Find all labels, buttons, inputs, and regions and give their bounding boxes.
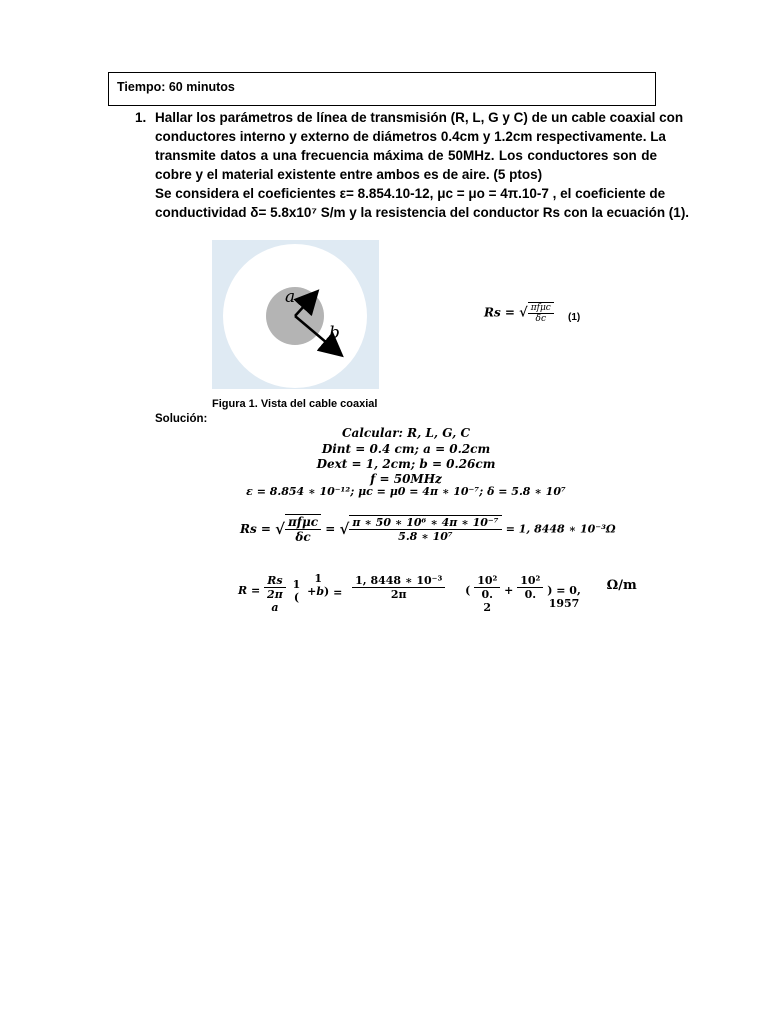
solution-title: Solución: (155, 413, 208, 425)
rs-calc-fraction-1 (285, 514, 321, 544)
r-calc-value-fraction (352, 574, 445, 601)
r-calc-val-den: 2π (352, 587, 445, 601)
formula-rs-denominator: δc (528, 313, 554, 324)
r-calc-result-1: ) = 0, (547, 584, 581, 597)
r-calc-lhs: R = (238, 584, 261, 597)
figure-caption: Figura 1. Vista del cable coaxial (212, 398, 378, 410)
r-calc-t2-den-1: 0. (517, 587, 543, 601)
coaxial-figure (212, 240, 379, 389)
r-calc-term-1 (474, 574, 500, 614)
r-calc-t2-num: 10² (520, 574, 541, 587)
r-calc-rs-fraction (264, 574, 286, 614)
r-calc-rs-num: Rs (267, 574, 283, 587)
sqrt-symbol: √ (519, 305, 528, 321)
question-number: 1. (135, 110, 147, 125)
rs-calc-lhs: Rs = (240, 522, 271, 536)
rs-calc-frac2-den: 5.8 ∗ 10⁷ (349, 529, 501, 543)
r-calc-one-over-a: 1 ( (290, 578, 304, 604)
solution-line-dint: Dint = 0.4 cm; a = 0.2cm (321, 442, 491, 456)
question-line-2: conductores interno y externo de diámetros 0.4cm y 1.2cm respectivamente. La (155, 129, 666, 144)
label-b: b (329, 323, 340, 343)
time-label: Tiempo: 60 minutos (117, 80, 235, 94)
sqrt-symbol: √ (339, 520, 350, 538)
r-calc-result-2: 1957 (548, 597, 580, 610)
r-calc-t1-den-1: 0. (474, 587, 500, 601)
label-a: a (285, 287, 296, 307)
r-calc-term-2 (517, 574, 543, 601)
rs-calculation (240, 514, 616, 544)
r-calc-result (547, 584, 581, 610)
r-calc-a-label: a (271, 601, 279, 614)
question-line-5: Se considera el coeficientes ε= 8.854.10-12, μc = μo = 4π.10-7 , el coeficiente de (155, 186, 666, 201)
r-calc-val-num: 1, 8448 ∗ 10⁻³ (355, 574, 443, 587)
rs-calc-frac2-num: π ∗ 50 ∗ 10⁶ ∗ 4π ∗ 10⁻⁷ (352, 516, 499, 529)
question-line-4: cobre y el material existente entre ambos es de aire. (5 ptos) (155, 167, 543, 182)
formula-rs-fraction (528, 302, 554, 324)
r-calc-one-b-den: b (316, 585, 325, 598)
r-calculation: R = Rs 2π a 1 ( 1 +b) = $\frac{\text{1, 8448 ∗ 10⁻³}}{2\pi}$ ( 10² 0. 2 + $\frac{\text{10²}}{0.}$ ) = 0, 1957 Ω/m (238, 572, 637, 614)
coaxial-cross-section-diagram (212, 240, 379, 389)
question-line-6: conductividad δ= 5.8x10⁷ S/m y la resistencia del conductor Rs con la ecuación (1). (155, 205, 690, 220)
r-calc-unit: Ω/m (606, 578, 637, 593)
r-calc-t1-den-2: 2 (483, 601, 492, 614)
equals-sign: = (325, 522, 336, 536)
question-line-3: transmite datos a una frecuencia máxima de 50MHz. Los conductores son de (155, 148, 657, 163)
rs-calc-frac1-num: πfμc (288, 515, 319, 529)
rs-calc-result: = 1, 8448 ∗ 10⁻³Ω (505, 522, 616, 536)
formula-rs (484, 302, 554, 324)
equation-number: (1) (568, 312, 581, 323)
r-calc-one-a-num: 1 (292, 578, 301, 591)
r-calc-one-b-num: 1 (314, 572, 322, 585)
r-calc-t1-num: 10² (477, 574, 498, 587)
rs-calc-fraction-2 (349, 515, 501, 543)
solution-line-calcular: Calcular: R, L, G, C (341, 426, 471, 440)
formula-rs-numerator: πfμc (530, 303, 551, 313)
rs-calc-frac1-den: δc (285, 529, 321, 544)
r-calc-rs-den: 2π (264, 587, 286, 601)
header-box (108, 72, 656, 106)
solution-line-constants: ε = 8.854 ∗ 10⁻¹²; μc = μ0 = 4π ∗ 10⁻⁷; δ = 5.8 ∗ 10⁷ (246, 485, 566, 498)
solution-line-dext: Dext = 1, 2cm; b = 0.26cm (316, 457, 496, 471)
r-calc-equals: = (333, 586, 343, 599)
solution-line-frequency: f = 50MHz (370, 472, 442, 486)
sqrt-symbol: √ (275, 520, 286, 538)
question-line-1: Hallar los parámetros de línea de transmisión (R, L, G y C) de un cable coaxial con (155, 110, 684, 125)
r-calc-one-over-b: 1 +b) (307, 572, 330, 598)
formula-rs-lhs: Rs = (484, 305, 515, 320)
